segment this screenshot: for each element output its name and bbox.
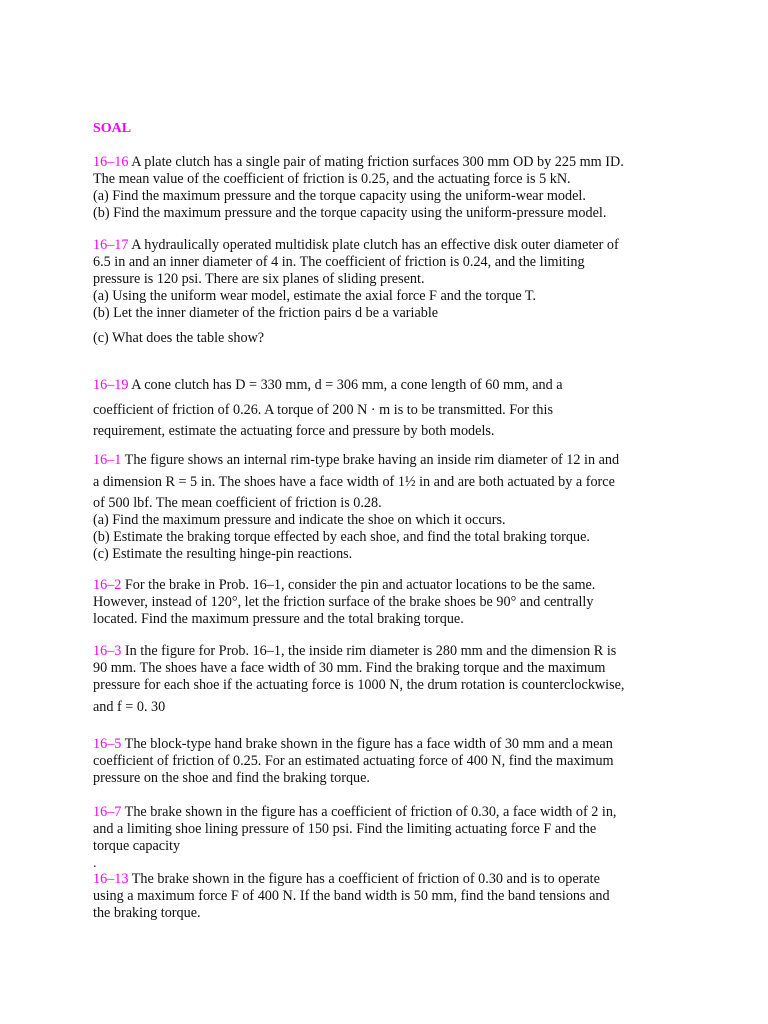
problem-line: 6.5 in and an inner diameter of 4 in. The coefficient of friction is 0.24, and the limiting: [93, 254, 585, 270]
problem-line: The figure shows an internal rim-type brake having an inside rim diameter of 12 in and: [121, 452, 620, 468]
problem-16-13: [93, 871, 693, 922]
problem-line: and f = 0. 30: [93, 699, 166, 715]
problem-line: (b) Find the maximum pressure and the torque capacity using the uniform-pressure model.: [93, 205, 607, 221]
problem-16-19: [93, 373, 693, 440]
problem-line: For the brake in Prob. 16–1, consider the pin and actuator locations to be the same.: [121, 577, 596, 593]
problem-line: A plate clutch has a single pair of mating friction surfaces 300 mm OD by 225 mm ID.: [128, 154, 624, 170]
problem-line: pressure for each shoe if the actuating force is 1000 N, the drum rotation is counterclockwise,: [93, 677, 625, 693]
problem-line: coefficient of friction of 0.26. A torque of 200 N · m is to be transmitted. For this: [93, 402, 553, 418]
problem-line: coefficient of friction of 0.25. For an estimated actuating force of 400 N, find the maximum: [93, 753, 614, 769]
problem-16-16: [93, 154, 693, 222]
problem-number: 16–17: [93, 237, 129, 253]
problem-line: pressure is 120 psi. There are six planes of sliding present.: [93, 271, 425, 287]
problem-line: a dimension R = 5 in. The shoes have a face width of 1½ in and are both actuated by a force: [93, 474, 615, 490]
problem-line: and a limiting shoe lining pressure of 150 psi. Find the limiting actuating force F and the: [93, 821, 597, 837]
problem-number: 16–3: [93, 643, 122, 659]
problem-16-5: [93, 736, 693, 787]
problem-line: of 500 lbf. The mean coefficient of friction is 0.28.: [93, 495, 382, 511]
problem-line: In the figure for Prob. 16–1, the inside rim diameter is 280 mm and the dimension R is: [121, 643, 617, 659]
problem-number: 16–16: [93, 154, 129, 170]
problem-16-7: [93, 804, 693, 855]
problem-16-3: [93, 643, 693, 720]
problem-line: located. Find the maximum pressure and the total braking torque.: [93, 611, 464, 627]
problem-16-17: [93, 237, 693, 347]
problem-line: (a) Find the maximum pressure and the torque capacity using the uniform-wear model.: [93, 188, 586, 204]
problem-line: pressure on the shoe and find the braking torque.: [93, 770, 370, 786]
problem-number: 16–1: [93, 452, 122, 468]
stray-mark: .: [93, 856, 97, 871]
problem-line: (a) Find the maximum pressure and indicate the shoe on which it occurs.: [93, 512, 506, 528]
problem-16-1: [93, 452, 693, 563]
problem-number: 16–2: [93, 577, 122, 593]
problem-line: using a maximum force F of 400 N. If the band width is 50 mm, find the band tensions and: [93, 888, 610, 904]
problem-number: 16–7: [93, 804, 122, 820]
problem-number: 16–19: [93, 377, 129, 393]
problem-line: The brake shown in the figure has a coefficient of friction of 0.30, a face width of 2 in,: [121, 804, 617, 820]
problem-line: A hydraulically operated multidisk plate clutch has an effective disk outer diameter of: [128, 237, 619, 253]
problem-line: A cone clutch has D = 330 mm, d = 306 mm, a cone length of 60 mm, and a: [128, 377, 563, 393]
problem-line: The block-type hand brake shown in the figure has a face width of 30 mm and a mean: [121, 736, 613, 752]
problem-line: (c) Estimate the resulting hinge-pin reactions.: [93, 546, 353, 562]
problem-line: requirement, estimate the actuating force and pressure by both models.: [93, 423, 495, 439]
page-heading: SOAL: [93, 121, 132, 136]
problem-line: (b) Let the inner diameter of the friction pairs d be a variable: [93, 305, 439, 321]
problem-16-2: [93, 577, 693, 628]
problem-number: 16–13: [93, 871, 129, 887]
problem-line: (a) Using the uniform wear model, estimate the axial force F and the torque T.: [93, 288, 537, 304]
problem-line: 90 mm. The shoes have a face width of 30 mm. Find the braking torque and the maximum: [93, 660, 606, 676]
problem-number: 16–5: [93, 736, 122, 752]
problem-line: the braking torque.: [93, 905, 201, 921]
problem-line: (c) What does the table show?: [93, 330, 265, 346]
problem-line: The brake shown in the figure has a coefficient of friction of 0.30 and is to operate: [128, 871, 600, 887]
problem-line: The mean value of the coefficient of friction is 0.25, and the actuating force is 5 kN.: [93, 171, 571, 187]
problem-line: However, instead of 120°, let the friction surface of the brake shoes be 90° and centrally: [93, 594, 594, 610]
problem-line: torque capacity: [93, 838, 181, 854]
problem-line: (b) Estimate the braking torque effected by each shoe, and find the total braking torque.: [93, 529, 590, 545]
